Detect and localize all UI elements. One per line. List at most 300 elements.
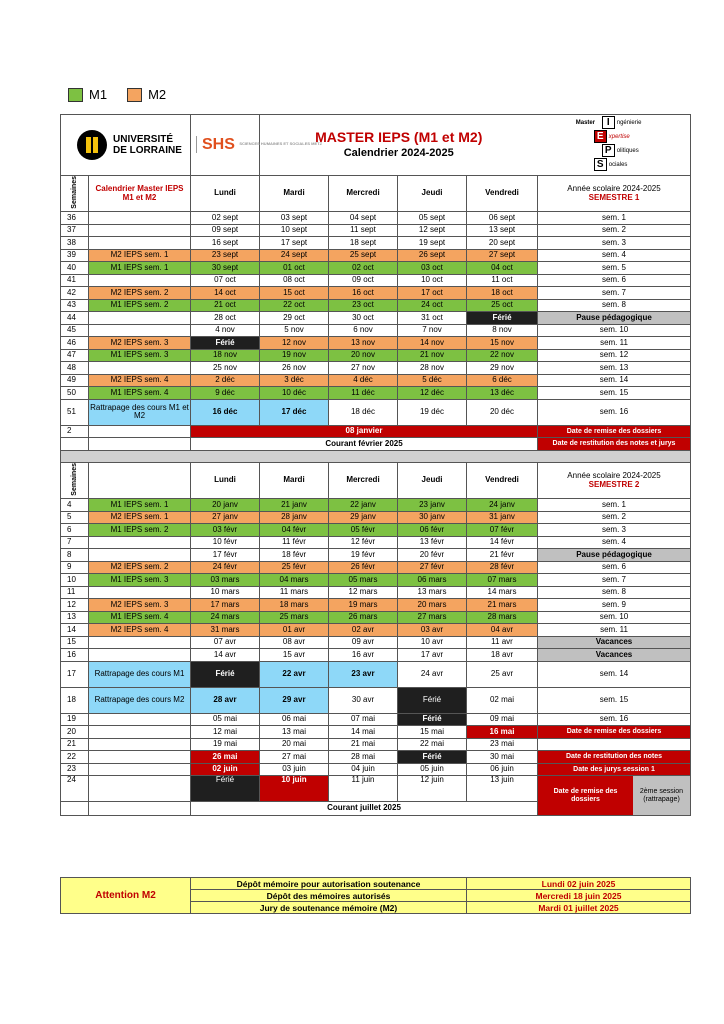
- day-cell: 28 févr: [467, 561, 538, 574]
- column-headers-s1: [61, 176, 691, 212]
- calendar-label: M2 IEPS sem. 1: [89, 511, 191, 524]
- day-cell: Férié: [191, 337, 260, 350]
- day-cell: 24 avr: [398, 661, 467, 687]
- day-cell: 11 mars: [260, 586, 329, 599]
- jeudi-header: Jeudi: [398, 176, 467, 212]
- semaine-note: sem. 8: [538, 586, 691, 599]
- week-number: 49: [61, 374, 89, 387]
- week-number: 23: [61, 763, 89, 776]
- day-cell: 22 janv: [329, 499, 398, 512]
- day-cell: 19 mars: [329, 599, 398, 612]
- semaine-note: sem. 6: [538, 274, 691, 287]
- day-cell: 09 sept: [191, 224, 260, 237]
- day-cell: 13 mai: [260, 726, 329, 739]
- semaine-note: Date des jurys session 1: [538, 763, 691, 776]
- semaine-note: sem. 16: [538, 713, 691, 726]
- day-cell: 31 mars: [191, 624, 260, 637]
- day-cell: 14 oct: [191, 287, 260, 300]
- semaine-note: sem. 10: [538, 324, 691, 337]
- day-cell: 30 oct: [329, 312, 398, 325]
- day-cell: 30 avr: [329, 687, 398, 713]
- semaine-note: sem. 7: [538, 287, 691, 300]
- day-cell: 14 mai: [329, 726, 398, 739]
- day-cell: 4 nov: [191, 324, 260, 337]
- m2-label: M2: [148, 87, 167, 102]
- day-cell: 08 oct: [260, 274, 329, 287]
- day-cell: Férié: [398, 687, 467, 713]
- week-number: 12: [61, 599, 89, 612]
- day-cell: 29 oct: [260, 312, 329, 325]
- remise-dossiers-2: Date de remise des dossiers: [538, 776, 633, 815]
- day-cell: 03 mars: [191, 574, 260, 587]
- day-cell: 15 mai: [398, 726, 467, 739]
- univ-line1: UNIVERSITÉ: [113, 134, 174, 145]
- day-cell: 02 avr: [329, 624, 398, 637]
- day-cell: 19 sept: [398, 237, 467, 250]
- restitution-notes: Date de restitution des notes et jurys: [538, 438, 691, 451]
- calendar-label: M2 IEPS sem. 4: [89, 624, 191, 637]
- week-number: 19: [61, 713, 89, 726]
- jeudi-header: Jeudi: [398, 463, 467, 499]
- calendar-label: [89, 312, 191, 325]
- day-cell: 07 mai: [329, 713, 398, 726]
- day-cell: 12 nov: [260, 337, 329, 350]
- calendar-header: Calendrier Master IEPS M1 et M2: [89, 176, 191, 212]
- week-row: [61, 312, 691, 325]
- universite-lorraine-logo: [77, 130, 107, 160]
- calendar-label: M1 IEPS sem. 2: [89, 299, 191, 312]
- week-row: [61, 387, 691, 400]
- semaine-note: sem. 5: [538, 262, 691, 275]
- header-row: [61, 115, 691, 176]
- day-cell: 26 mai: [191, 751, 260, 764]
- day-cell: 18 avr: [467, 649, 538, 662]
- cell: [89, 802, 191, 816]
- calendar-label: [89, 776, 191, 802]
- attention-date: Lundi 02 juin 2025: [467, 878, 691, 890]
- calendar-label: [89, 726, 191, 739]
- attention-item: Dépôt mémoire pour autorisation soutenance: [191, 878, 467, 890]
- semaine-note: sem. 4: [538, 249, 691, 262]
- calendar-label: [89, 212, 191, 225]
- semaine-note: [538, 738, 691, 751]
- day-cell: 28 avr: [191, 687, 260, 713]
- courant-row: [61, 438, 691, 451]
- week-number: 46: [61, 337, 89, 350]
- semaine-note: sem. 7: [538, 574, 691, 587]
- day-cell: 22 nov: [467, 349, 538, 362]
- week-row: [61, 751, 691, 764]
- week-row: [61, 324, 691, 337]
- calendar-label: M1 IEPS sem. 4: [89, 387, 191, 400]
- day-cell: 04 oct: [467, 262, 538, 275]
- attention-date: Mercredi 18 juin 2025: [467, 890, 691, 902]
- cell: [89, 438, 191, 451]
- day-cell: 29 janv: [329, 511, 398, 524]
- week-number: 8: [61, 549, 89, 562]
- mercredi-header: Mercredi: [329, 176, 398, 212]
- day-cell: 14 févr: [467, 536, 538, 549]
- week-number: 10: [61, 574, 89, 587]
- calendar-label: M2 IEPS sem. 3: [89, 337, 191, 350]
- day-cell: 11 févr: [260, 536, 329, 549]
- calendar-label: [89, 274, 191, 287]
- day-cell: 26 nov: [260, 362, 329, 375]
- calendar-label: [89, 237, 191, 250]
- day-cell: 27 sept: [467, 249, 538, 262]
- day-cell: 17 avr: [398, 649, 467, 662]
- day-cell: 06 juin: [467, 763, 538, 776]
- day-cell: 2 déc: [191, 374, 260, 387]
- week-row: [61, 661, 691, 687]
- day-cell: 05 févr: [329, 524, 398, 537]
- day-cell: 02 sept: [191, 212, 260, 225]
- day-cell: 12 févr: [329, 536, 398, 549]
- day-cell: 12 sept: [398, 224, 467, 237]
- week-row: [61, 536, 691, 549]
- calendar-label: [89, 324, 191, 337]
- day-cell: 20 janv: [191, 499, 260, 512]
- semaine-note: sem. 11: [538, 624, 691, 637]
- week-number: 22: [61, 751, 89, 764]
- day-cell: 21 oct: [191, 299, 260, 312]
- day-cell: 07 mars: [467, 574, 538, 587]
- day-cell: 19 mai: [191, 738, 260, 751]
- day-cell: 13 déc: [467, 387, 538, 400]
- calendar-label: [89, 586, 191, 599]
- day-cell: 16 mai: [467, 726, 538, 739]
- mercredi-header: Mercredi: [329, 463, 398, 499]
- week-row: [61, 574, 691, 587]
- week-number: 39: [61, 249, 89, 262]
- week-number: 42: [61, 287, 89, 300]
- day-cell: 05 juin: [398, 763, 467, 776]
- courant-juillet: Courant juillet 2025: [191, 802, 538, 816]
- semaine-note: sem. 11: [538, 337, 691, 350]
- semaine-note: Vacances: [538, 636, 691, 649]
- day-cell: 11 juin: [329, 776, 398, 802]
- day-cell: 16 déc: [191, 399, 260, 425]
- day-cell: 14 mars: [467, 586, 538, 599]
- week-row: [61, 212, 691, 225]
- day-cell: 23 janv: [398, 499, 467, 512]
- calendar-label: [89, 738, 191, 751]
- day-cell: 18 oct: [467, 287, 538, 300]
- day-cell: 26 sept: [398, 249, 467, 262]
- day-cell: 05 mai: [191, 713, 260, 726]
- annee-header: Année scolaire 2024-2025: [567, 184, 661, 194]
- semaine-note: sem. 4: [538, 536, 691, 549]
- day-cell: 28 oct: [191, 312, 260, 325]
- semaine-note: sem. 6: [538, 561, 691, 574]
- session2-cell: [538, 776, 691, 816]
- day-cell: 5 nov: [260, 324, 329, 337]
- semaine-note: sem. 2: [538, 224, 691, 237]
- day-cell: 20 nov: [329, 349, 398, 362]
- week-row: [61, 274, 691, 287]
- week-row: [61, 299, 691, 312]
- day-cell: 04 mars: [260, 574, 329, 587]
- m2-swatch: [127, 88, 142, 102]
- day-cell: 22 avr: [260, 661, 329, 687]
- day-cell: Férié: [398, 713, 467, 726]
- day-cell: 28 janv: [260, 511, 329, 524]
- day-cell: 11 avr: [467, 636, 538, 649]
- day-cell: 03 févr: [191, 524, 260, 537]
- day-cell: 27 mars: [398, 611, 467, 624]
- semaine-note: Date de restitution des notes: [538, 751, 691, 764]
- day-cell: 21 mars: [467, 599, 538, 612]
- week-number: 9: [61, 561, 89, 574]
- day-cell: 04 avr: [467, 624, 538, 637]
- day-cell: 18 mars: [260, 599, 329, 612]
- day-cell: 19 déc: [398, 399, 467, 425]
- day-cell: 15 avr: [260, 649, 329, 662]
- day-cell: 09 oct: [329, 274, 398, 287]
- calendar-label: [89, 549, 191, 562]
- day-cell: 16 sept: [191, 237, 260, 250]
- day-cell: 02 oct: [329, 262, 398, 275]
- day-cell: Férié: [467, 312, 538, 325]
- week-row: [61, 776, 691, 802]
- week-number: 15: [61, 636, 89, 649]
- day-cell: 6 déc: [467, 374, 538, 387]
- mardi-header: Mardi: [260, 463, 329, 499]
- semaine-note: sem. 15: [538, 687, 691, 713]
- day-cell: 03 juin: [260, 763, 329, 776]
- day-cell: 10 mars: [191, 586, 260, 599]
- page-subtitle: Calendrier 2024-2025: [343, 147, 454, 160]
- week-number: 40: [61, 262, 89, 275]
- week-row: [61, 726, 691, 739]
- day-cell: 13 nov: [329, 337, 398, 350]
- semaine-note: sem. 12: [538, 349, 691, 362]
- day-cell: 20 mars: [398, 599, 467, 612]
- day-cell: 27 janv: [191, 511, 260, 524]
- day-cell: 09 avr: [329, 636, 398, 649]
- semaine-note: Date de remise des dossiers: [538, 726, 691, 739]
- ieps-logo: Master I ngénierie E xpertise P olitiques S ociales: [575, 117, 642, 170]
- week-number: 16: [61, 649, 89, 662]
- calendar-label: M1 IEPS sem. 2: [89, 524, 191, 537]
- week-row: [61, 511, 691, 524]
- calendar-label: [89, 425, 191, 438]
- day-cell: 24 févr: [191, 561, 260, 574]
- week-number: 14: [61, 624, 89, 637]
- column-headers-s2: [61, 463, 691, 499]
- day-cell: 15 nov: [467, 337, 538, 350]
- week-number: 38: [61, 237, 89, 250]
- week-row: [61, 249, 691, 262]
- day-cell: 23 oct: [329, 299, 398, 312]
- day-cell: 9 déc: [191, 387, 260, 400]
- day-cell: 07 oct: [191, 274, 260, 287]
- semaine-note: sem. 14: [538, 661, 691, 687]
- day-cell: 30 sept: [191, 262, 260, 275]
- week-row: [61, 287, 691, 300]
- m1-label: M1: [89, 87, 108, 102]
- cell: [61, 802, 89, 816]
- week-number: 41: [61, 274, 89, 287]
- week-number: 48: [61, 362, 89, 375]
- week-row: [61, 561, 691, 574]
- day-cell: 07 avr: [191, 636, 260, 649]
- mardi-header: Mardi: [260, 176, 329, 212]
- day-cell: 12 juin: [398, 776, 467, 802]
- day-cell: 18 sept: [329, 237, 398, 250]
- week-row: [61, 599, 691, 612]
- week-row: [61, 586, 691, 599]
- day-cell: 21 mai: [329, 738, 398, 751]
- attention-item: Dépôt des mémoires autorisés: [191, 890, 467, 902]
- week-row: [61, 425, 691, 438]
- day-cell: 06 févr: [398, 524, 467, 537]
- calendar-label: M1 IEPS sem. 4: [89, 611, 191, 624]
- week-number: 6: [61, 524, 89, 537]
- day-cell: 17 févr: [191, 549, 260, 562]
- week-row: [61, 499, 691, 512]
- remise-dossiers: Date de remise des dossiers: [538, 425, 691, 438]
- day-cell: 13 févr: [398, 536, 467, 549]
- day-cell: 20 mai: [260, 738, 329, 751]
- week-row: [61, 763, 691, 776]
- day-cell: 10 sept: [260, 224, 329, 237]
- day-cell: 07 févr: [467, 524, 538, 537]
- day-cell: 03 avr: [398, 624, 467, 637]
- week-number: 2: [61, 425, 89, 438]
- day-cell: 11 sept: [329, 224, 398, 237]
- calendar-label: M2 IEPS sem. 3: [89, 599, 191, 612]
- day-cell: 12 mai: [191, 726, 260, 739]
- week-number: 45: [61, 324, 89, 337]
- semaine-note: sem. 13: [538, 362, 691, 375]
- week-row: [61, 399, 691, 425]
- day-cell: 05 mars: [329, 574, 398, 587]
- day-cell: 4 déc: [329, 374, 398, 387]
- day-cell: 7 nov: [398, 324, 467, 337]
- semaine-note: sem. 3: [538, 524, 691, 537]
- day-cell: 3 déc: [260, 374, 329, 387]
- day-cell: 04 févr: [260, 524, 329, 537]
- day-cell: 28 mars: [467, 611, 538, 624]
- day-cell: 26 févr: [329, 561, 398, 574]
- semaines-header: Semaines: [61, 463, 89, 499]
- calendar-label: [89, 713, 191, 726]
- day-cell: 29 nov: [467, 362, 538, 375]
- semaine-note: sem. 1: [538, 499, 691, 512]
- day-cell: 06 mars: [398, 574, 467, 587]
- day-cell: 19 févr: [329, 549, 398, 562]
- calendar-label: M2 IEPS sem. 1: [89, 249, 191, 262]
- day-cell: 29 avr: [260, 687, 329, 713]
- calendar-header: [89, 463, 191, 499]
- semaine-note: sem. 9: [538, 599, 691, 612]
- semaine-note: sem. 3: [538, 237, 691, 250]
- day-cell: 14 avr: [191, 649, 260, 662]
- week-number: 18: [61, 687, 89, 713]
- week-number: 44: [61, 312, 89, 325]
- day-cell: 27 mai: [260, 751, 329, 764]
- day-cell: 25 oct: [467, 299, 538, 312]
- univ-line2: DE LORRAINE: [113, 145, 182, 156]
- day-cell: 28 nov: [398, 362, 467, 375]
- day-cell: 24 mars: [191, 611, 260, 624]
- day-cell: 04 juin: [329, 763, 398, 776]
- day-cell: 30 janv: [398, 511, 467, 524]
- day-cell: 02 juin: [191, 763, 260, 776]
- week-number: 13: [61, 611, 89, 624]
- day-cell: 08 avr: [260, 636, 329, 649]
- cell: [61, 438, 89, 451]
- week-row: [61, 262, 691, 275]
- attention-item: Jury de soutenance mémoire (M2): [191, 902, 467, 914]
- day-cell: 22 oct: [260, 299, 329, 312]
- week-row: [61, 611, 691, 624]
- week-row: [61, 738, 691, 751]
- semaine-note: Vacances: [538, 649, 691, 662]
- day-cell: 11 oct: [467, 274, 538, 287]
- courant-fevrier: Courant février 2025: [191, 438, 538, 451]
- page-title: MASTER IEPS (M1 et M2): [315, 129, 483, 146]
- week-number: 47: [61, 349, 89, 362]
- day-cell: 10 déc: [260, 387, 329, 400]
- week-row: [61, 687, 691, 713]
- day-cell: 16 avr: [329, 649, 398, 662]
- day-cell: 15 oct: [260, 287, 329, 300]
- vendredi-header: Vendredi: [467, 463, 538, 499]
- semaine-note: sem. 10: [538, 611, 691, 624]
- week-number: 5: [61, 511, 89, 524]
- week-number: 51: [61, 399, 89, 425]
- shs-logo: SHS SCIENCES HUMAINES ET SOCIALES METZ: [196, 136, 263, 153]
- week-number: 4: [61, 499, 89, 512]
- day-cell: 18 déc: [329, 399, 398, 425]
- day-cell: 21 nov: [398, 349, 467, 362]
- day-cell: 8 nov: [467, 324, 538, 337]
- day-cell: 28 mai: [329, 751, 398, 764]
- week-number: 7: [61, 536, 89, 549]
- day-cell: 24 janv: [467, 499, 538, 512]
- m1-swatch: [68, 88, 83, 102]
- week-number: 11: [61, 586, 89, 599]
- day-cell: 31 oct: [398, 312, 467, 325]
- day-cell: 10 oct: [398, 274, 467, 287]
- attention-date: Mardi 01 juillet 2025: [467, 902, 691, 914]
- separator: [61, 450, 691, 463]
- semaine-note: sem. 8: [538, 299, 691, 312]
- calendar-label: [89, 536, 191, 549]
- calendar-label: Rattrapage des cours M1: [89, 661, 191, 687]
- calendar-label: M2 IEPS sem. 2: [89, 561, 191, 574]
- calendar-label: M2 IEPS sem. 2: [89, 287, 191, 300]
- day-cell: 30 mai: [467, 751, 538, 764]
- session2-label: 2ème session (rattrapage): [633, 776, 690, 815]
- separator-cell: [61, 450, 691, 463]
- calendar-label: [89, 362, 191, 375]
- week-number: 20: [61, 726, 89, 739]
- day-cell: 20 sept: [467, 237, 538, 250]
- week-row: [61, 224, 691, 237]
- day-cell: 05 sept: [398, 212, 467, 225]
- calendar-label: [89, 636, 191, 649]
- calendar-label: M1 IEPS sem. 3: [89, 349, 191, 362]
- day-cell: 03 oct: [398, 262, 467, 275]
- week-number: 43: [61, 299, 89, 312]
- day-cell: 04 sept: [329, 212, 398, 225]
- week-number: 50: [61, 387, 89, 400]
- day-cell: 17 oct: [398, 287, 467, 300]
- day-cell: Férié: [191, 776, 260, 802]
